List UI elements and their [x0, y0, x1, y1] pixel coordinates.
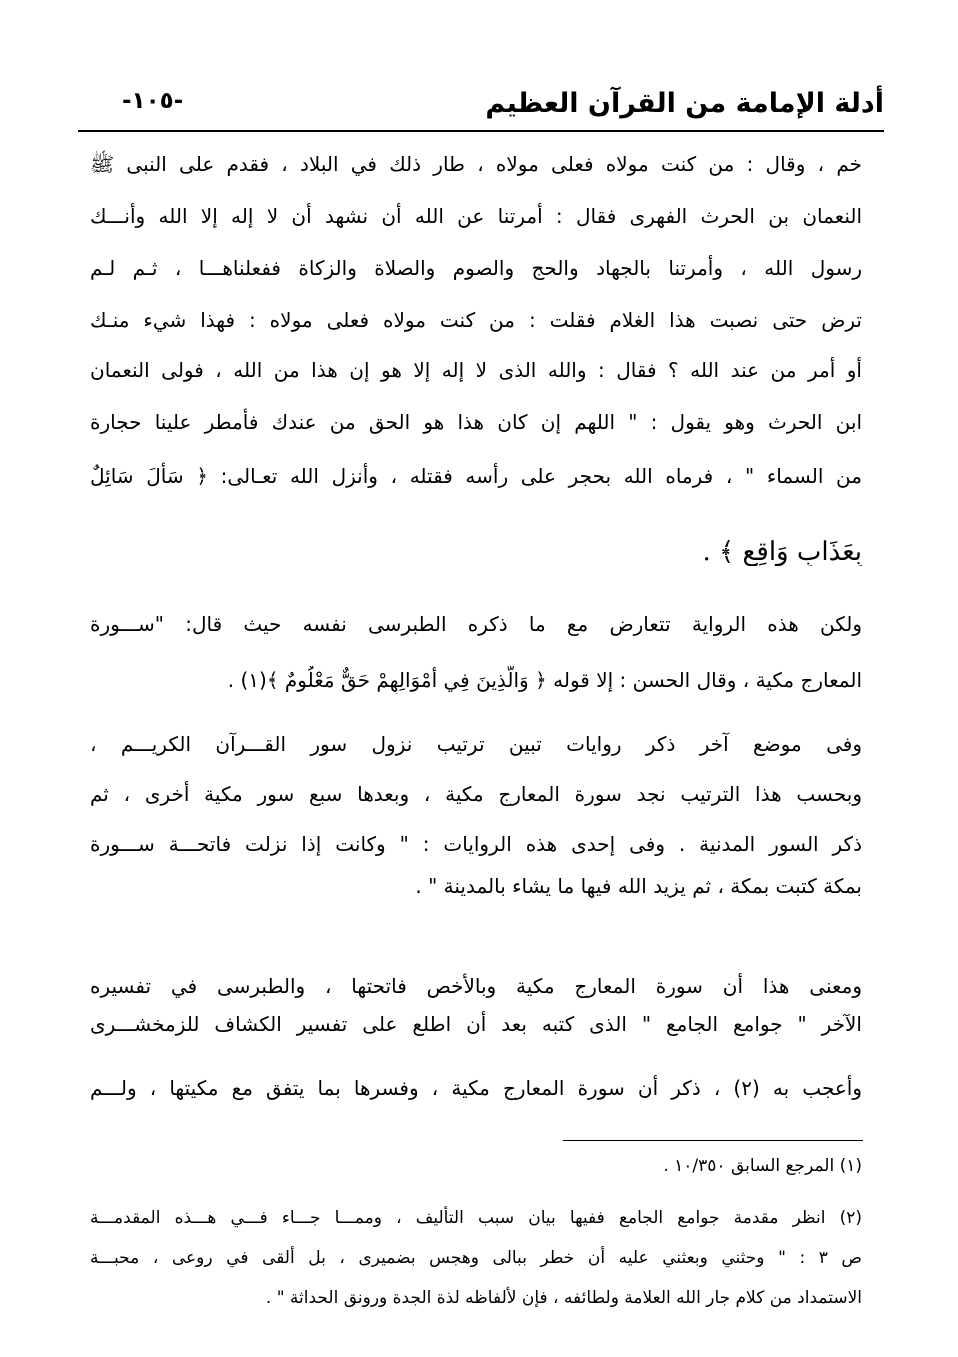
text-line: أو أمر من عند الله ؟ فقال : والله الذى لا إله إلا هو إن هذا من الله ، فولى النعمان	[90, 358, 862, 382]
text-line: النعمان بن الحرث الفهرى فقال : أمرتنا عن الله أن نشهد أن لا إله إلا الله وأنـــك	[90, 204, 862, 228]
footnote-item: ص ٣ : " وحثني وبعثني عليه أن خطر ببالى وهجس بضميرى ، بل ألقى في روعى ، محبـــة	[90, 1248, 862, 1268]
text-line: ولكن هذه الرواية تتعارض مع ما ذكره الطبرسى نفسه حيث قال: "ســـورة	[90, 612, 862, 636]
text-line: ومعنى هذا أن سورة المعارج مكية وبالأخص فاتحتها ، والطبرسى في تفسيره	[90, 974, 862, 998]
page-header	[78, 82, 884, 128]
page-number: -١٠٥-	[122, 88, 184, 114]
text-line: ترض حتى نصبت هذا الغلام فقلت : من كنت مولاه فعلى مولاه : فهذا شيء منـك	[90, 308, 862, 332]
text-line: رسول الله ، وأمرتنا بالجهاد والحج والصوم والصلاة والزكاة ففعلناهـــا ، ثـم لـم	[90, 256, 862, 280]
text-line: الآخر " جوامع الجامع " الذى كتبه بعد أن اطلع على تفسير الكشاف للزمخشـــرى	[90, 1012, 862, 1036]
footnote-item: (٢) انظر مقدمة جوامع الجامع ففيها بيان سبب التأليف ، وممـــا جـــاء فـــي هـــذه المقدمـــة	[90, 1208, 862, 1228]
footnote-divider	[563, 1140, 863, 1141]
text-line: ابن الحرث وهو يقول : " اللهم إن كان هذا هو الحق من عندك فأمطر علينا حجارة	[90, 410, 862, 434]
text-line: خم ، وقال : من كنت مولاه فعلى مولاه ، طار ذلك في البلاد ، فقدم على النبى ﷺ	[90, 152, 862, 176]
text-line: وأعجب به (٢) ، ذكر أن سورة المعارج مكية ، وفسرها بما يتفق مع مكيتها ، ولـــم	[90, 1076, 862, 1100]
text-line: وبحسب هذا الترتيب نجد سورة المعارج مكية ، وبعدها سبع سور مكية أخرى ، ثم	[90, 782, 862, 806]
text-line: ذكر السور المدنية . وفى إحدى هذه الروايات : " وكانت إذا نزلت فاتحـــة ســـورة	[90, 832, 862, 856]
text-line: وفى موضع آخر ذكر روايات تبين ترتيب نزول سور القـــرآن الكريـــم ،	[90, 732, 862, 756]
header-divider	[78, 130, 884, 132]
text-line: من السماء " ، فرماه الله بحجر على رأسه فقتله ، وأنزل الله تعـالى: ﴿ سَأَلَ سَائِلٌ	[90, 464, 862, 488]
footnote-item: الاستمداد من كلام جار الله العلامة ولطائفه ، فإن لألفاظه لذة الجدة ورونق الحداثة " .	[265, 1288, 862, 1308]
book-title: أدلة الإمامة من القرآن العظيم	[485, 88, 884, 119]
text-line: بمكة كتبت بمكة ، ثم يزيد الله فيها ما يشاء بالمدينة " .	[415, 874, 862, 898]
quran-verse-line: بِعَذَابٍ وَاقِعٍ ﴾ .	[702, 538, 862, 566]
footnote-item: (١) المرجع السابق ١٠/٣٥٠ .	[663, 1156, 862, 1176]
text-line: المعارج مكية ، وقال الحسن : إلا قوله ﴿ وَالَّذِينَ فِي أَمْوَالِهِمْ حَقٌّ مَعْلُومٌ ﴾(١) .	[227, 668, 862, 692]
